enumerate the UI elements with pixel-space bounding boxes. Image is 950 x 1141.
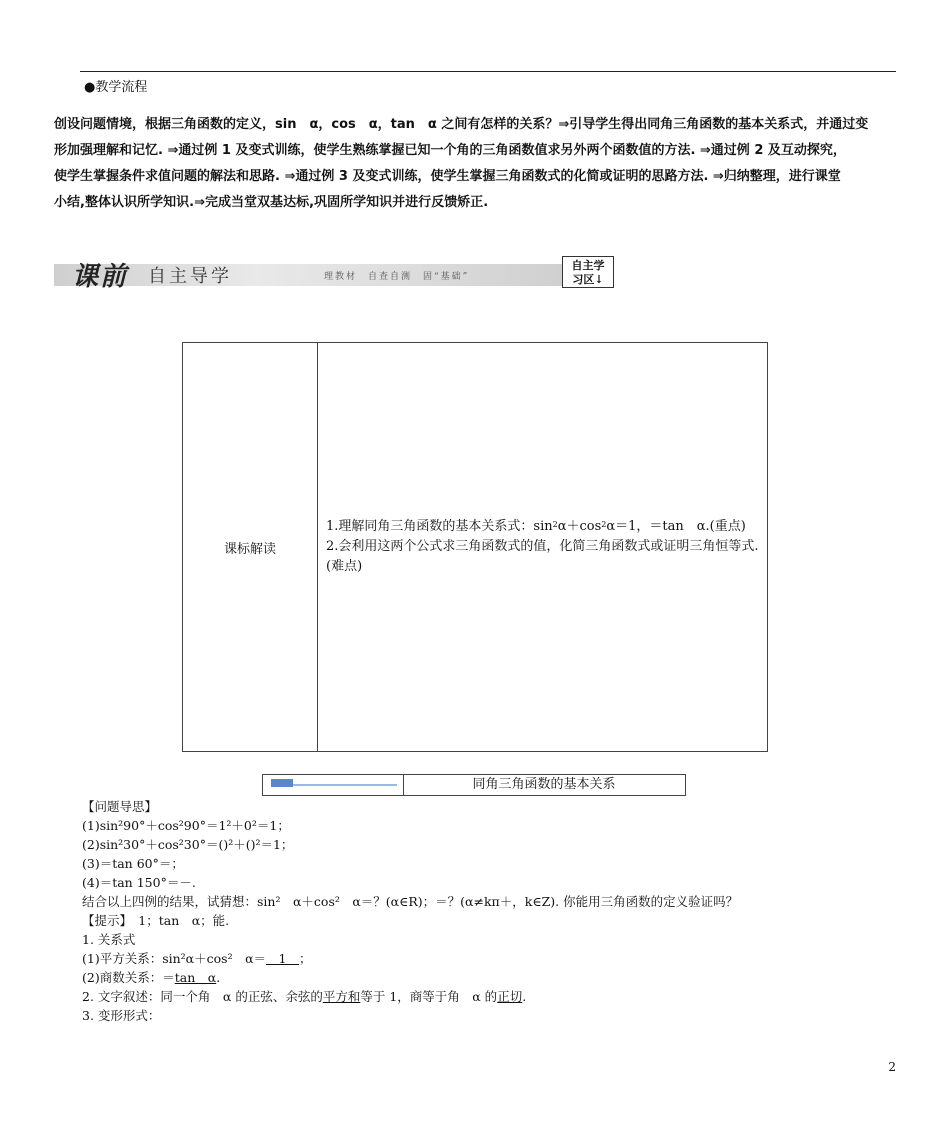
section-title-row bbox=[262, 774, 686, 796]
intro-char: 行 bbox=[418, 195, 432, 210]
standard-label: 课标解读 bbox=[183, 343, 318, 752]
intro-line: 形加强理解和记忆. ⇒通过例 1 及变式训练，使学生熟练掌握已知一个角的三角函数值求另外两个函数值的方法. ⇒通过例 2 及互动探究， bbox=[54, 143, 846, 158]
intro-char: 基 bbox=[270, 195, 284, 210]
standard-content bbox=[318, 343, 768, 752]
intro-char: 所 bbox=[137, 195, 151, 210]
intro-char: 并 bbox=[392, 195, 406, 210]
standard-item-2: 2.会利用这两个公式求三角函数式的值，化简三角函数式或证明三角恒等式.(难点) bbox=[326, 539, 759, 574]
intro-char: 矫 bbox=[457, 195, 471, 210]
hint-line bbox=[82, 911, 896, 930]
standard-item-1: 1.理解同角三角函数的基本关系式：$\sin^2\alpha+\cos^2\alpha=1$，＝tan α.(重点) bbox=[326, 519, 746, 534]
intro-char: 双 bbox=[257, 195, 271, 210]
relation-text: 2. 文字叙述：同一个角 α 的正弦、余弦的平方和等于 1，商等于角 α 的正切. bbox=[82, 989, 527, 1004]
main-body bbox=[82, 797, 896, 1025]
intro-char: 堂 bbox=[244, 195, 258, 210]
intro-char: 整 bbox=[84, 195, 98, 210]
intro-char: 识 bbox=[176, 195, 190, 210]
intro-char: 正 bbox=[470, 195, 484, 210]
intro-char: 小 bbox=[54, 195, 68, 210]
intro-char: 学 bbox=[353, 195, 367, 210]
intro-char: 识 bbox=[124, 195, 138, 210]
hint-label: 【提示】 bbox=[82, 913, 126, 928]
problem-heading: 【问题导思】 bbox=[82, 799, 158, 814]
intro-char: 知 bbox=[366, 195, 380, 210]
answer-blank: 1 bbox=[266, 951, 299, 966]
intro-char: 标 bbox=[296, 195, 310, 210]
intro-char: 当 bbox=[231, 195, 245, 210]
intro-char: 体 bbox=[98, 195, 112, 210]
intro-char: 完 bbox=[204, 195, 218, 210]
intro-char: 知 bbox=[163, 195, 177, 210]
intro-char: 达 bbox=[283, 195, 297, 210]
intro-char: . bbox=[189, 195, 195, 210]
intro-char: 固 bbox=[327, 195, 341, 210]
hint-text: 1；tan α；能. bbox=[125, 913, 230, 928]
problem-guess: 结合以上四例的结果，试猜想：sin² α＋cos² α＝？(α∈R)；＝？(α≠kπ＋，k∈Z). 你能用三角函数的定义验证吗？ bbox=[82, 894, 739, 909]
intro-line: 创设问题情境，根据三角函数的定义，sin α，cos α，tan α 之间有怎样的关系？⇒引导学生得出同角三角函数的基本关系式，并通过变 bbox=[54, 117, 869, 132]
banner-subtitle: 自主导学 bbox=[148, 266, 232, 287]
answer-blank: tan α bbox=[174, 970, 217, 985]
answer-blank: 平方和 bbox=[322, 989, 361, 1004]
intro-paragraph bbox=[54, 112, 896, 216]
intro-last-line bbox=[54, 190, 896, 216]
banner-tagline: 理教材 自查自测 固“基础” bbox=[324, 272, 470, 282]
intro-char: 学 bbox=[150, 195, 164, 210]
intro-char: 馈 bbox=[444, 195, 458, 210]
intro-char: 巩 bbox=[314, 195, 328, 210]
banner-box-line: 自主学 bbox=[571, 259, 605, 272]
relation-heading-1: 1. 关系式 bbox=[82, 932, 136, 947]
intro-char: 所 bbox=[340, 195, 354, 210]
standard-table bbox=[182, 342, 768, 752]
intro-char: , bbox=[80, 195, 85, 210]
banner-title: 课前 bbox=[72, 262, 129, 292]
answer-blank: 正切 bbox=[497, 989, 523, 1004]
intro-line: 使学生掌握条件求值问题的解法和思路. ⇒通过例 3 及变式训练，使学生掌握三角函数式的化简或证明的思路方法. ⇒归纳整理，进行课堂 bbox=[54, 169, 841, 184]
problem-q2: (2)sin²30°＋cos²30°＝()²＋()²＝1； bbox=[82, 837, 294, 852]
relation-square: (1)平方关系：sin²α＋cos² α＝ 1 ； bbox=[82, 951, 312, 966]
banner-box-line: 习区↓ bbox=[572, 273, 604, 286]
intro-char: 认 bbox=[111, 195, 125, 210]
section-tag bbox=[263, 775, 404, 795]
section-title: 同角三角函数的基本关系 bbox=[472, 777, 616, 792]
intro-char: . bbox=[483, 195, 489, 210]
relation-quotient: (2)商数关系：＝tan α. bbox=[82, 970, 221, 985]
banner-bar bbox=[54, 264, 562, 286]
top-rule bbox=[80, 71, 896, 72]
problem-q3: (3)＝tan 60°＝； bbox=[82, 856, 184, 871]
intro-char: 进 bbox=[405, 195, 419, 210]
banner-box[interactable] bbox=[562, 256, 614, 288]
page-number: 2 bbox=[888, 1060, 896, 1074]
problem-q1: (1)sin²90°＋cos²90°＝1²＋0²＝1； bbox=[82, 818, 290, 833]
problem-q4: (4)＝tan 150°＝－. bbox=[82, 875, 196, 890]
relation-heading-3: 3. 变形形式： bbox=[82, 1008, 161, 1023]
intro-char: 成 bbox=[217, 195, 231, 210]
intro-char: 反 bbox=[431, 195, 445, 210]
section-banner bbox=[54, 256, 616, 290]
intro-char: , bbox=[309, 195, 315, 210]
tag-badge bbox=[271, 779, 293, 787]
intro-char: 识 bbox=[379, 195, 393, 210]
flow-heading: ●教学流程 bbox=[84, 80, 148, 95]
intro-char: ⇒ bbox=[194, 195, 205, 210]
intro-char: 结 bbox=[67, 195, 81, 210]
